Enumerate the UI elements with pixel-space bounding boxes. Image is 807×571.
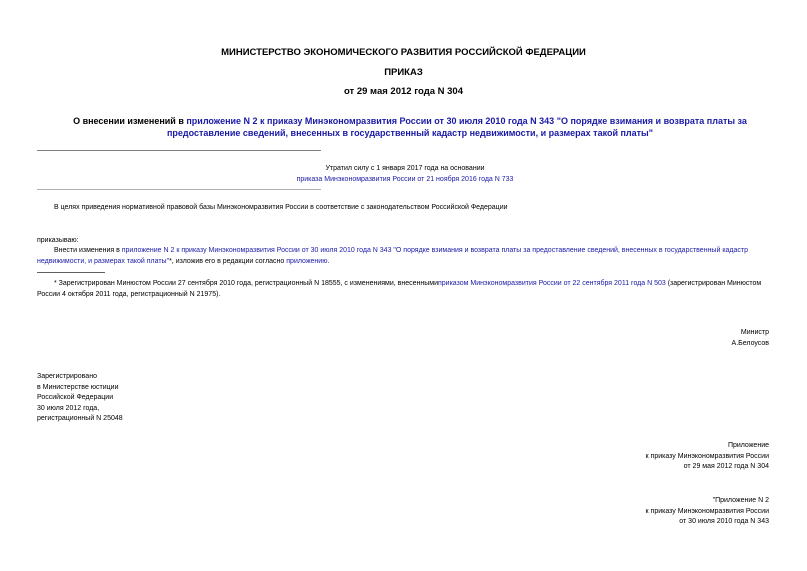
item-mid: *, изложив его в редакции согласно	[169, 257, 287, 265]
footnote-paragraph	[37, 279, 777, 300]
footnote-suffix: (зарегистрирован Минюстом России 4 октября 2011 года, регистрационный N 21975).	[37, 280, 762, 298]
footnote-rule	[37, 272, 105, 273]
footnote-link[interactable]: приказом Минэкономразвития России от 22 сентября 2011 года N 503	[438, 280, 666, 287]
divider-bottom	[37, 189, 321, 190]
prikazyvayu-label: приказываю:	[37, 237, 79, 244]
title-link[interactable]: приложение N 2 к приказу Минэкономразвития России от 30 июля 2010 года N 343 "О порядке взимания и возврата платы за предоставление сведений, внесенных в государственный кадастр недвижимости, и размерах такой платы"	[166, 116, 747, 138]
appendix2-block	[500, 496, 769, 528]
doc-type-heading: ПРИКАЗ	[384, 67, 423, 78]
registration-line: регистрационный N 25048	[37, 415, 123, 422]
item-link[interactable]: приложение N 2 к приказу Минэкономразвития России от 30 июля 2010 года N 343 "О порядке взимания и возврата платы за предоставление сведений, внесенных в государственный кадастр недвижимости, и размерах такой платы"	[37, 247, 749, 265]
registration-line: 30 июля 2012 года,	[37, 404, 100, 412]
ministry-heading: МИНИСТЕРСТВО ЭКОНОМИЧЕСКОГО РАЗВИТИЯ РОССИЙСКОЙ ФЕДЕРАЦИИ	[221, 47, 586, 58]
appendix-line: Приложение	[727, 442, 769, 449]
appendix2-line: от 30 июля 2010 года N 343	[679, 518, 769, 525]
appendix-line: от 29 мая 2012 года N 304	[683, 463, 769, 470]
title-prefix: О внесении изменений в	[73, 116, 187, 126]
intro-paragraph: В целях приведения нормативной правовой базы Минэкономразвития России в соответствие с законодательством Российской Федерации	[54, 204, 508, 211]
item-end: .	[327, 257, 330, 265]
document-title	[70, 115, 750, 139]
appendix-block	[500, 441, 769, 473]
item-link-appendix[interactable]: приложению	[286, 257, 328, 265]
signature-name: А.Белоусов	[731, 340, 769, 347]
registration-block	[37, 372, 287, 425]
divider-top	[37, 150, 321, 151]
appendix2-line: к приказу Минэкономразвития России	[645, 507, 769, 515]
registration-line: в Министерстве юстиции	[37, 383, 119, 391]
status-link[interactable]: приказа Минэкономразвития России от 21 ноября 2016 года N 733	[296, 176, 514, 183]
signature-position: Министр	[740, 329, 769, 336]
appendix-line: к приказу Минэкономразвития России	[645, 452, 769, 460]
appendix2-line: "Приложение N 2	[712, 497, 769, 504]
item-prefix: Внести изменения в	[54, 247, 122, 254]
registration-line: Зарегистрировано	[37, 373, 97, 380]
doc-date-number: от 29 мая 2012 года N 304	[343, 86, 464, 97]
order-item-paragraph	[37, 246, 777, 267]
status-line: Утратил силу с 1 января 2017 года на основании	[325, 165, 485, 172]
registration-line: Российской Федерации	[37, 394, 114, 401]
footnote-prefix: * Зарегистрирован Минюстом России 27 сентября 2010 года, регистрационный N 18555, с изменениями, внесенными	[54, 280, 438, 287]
